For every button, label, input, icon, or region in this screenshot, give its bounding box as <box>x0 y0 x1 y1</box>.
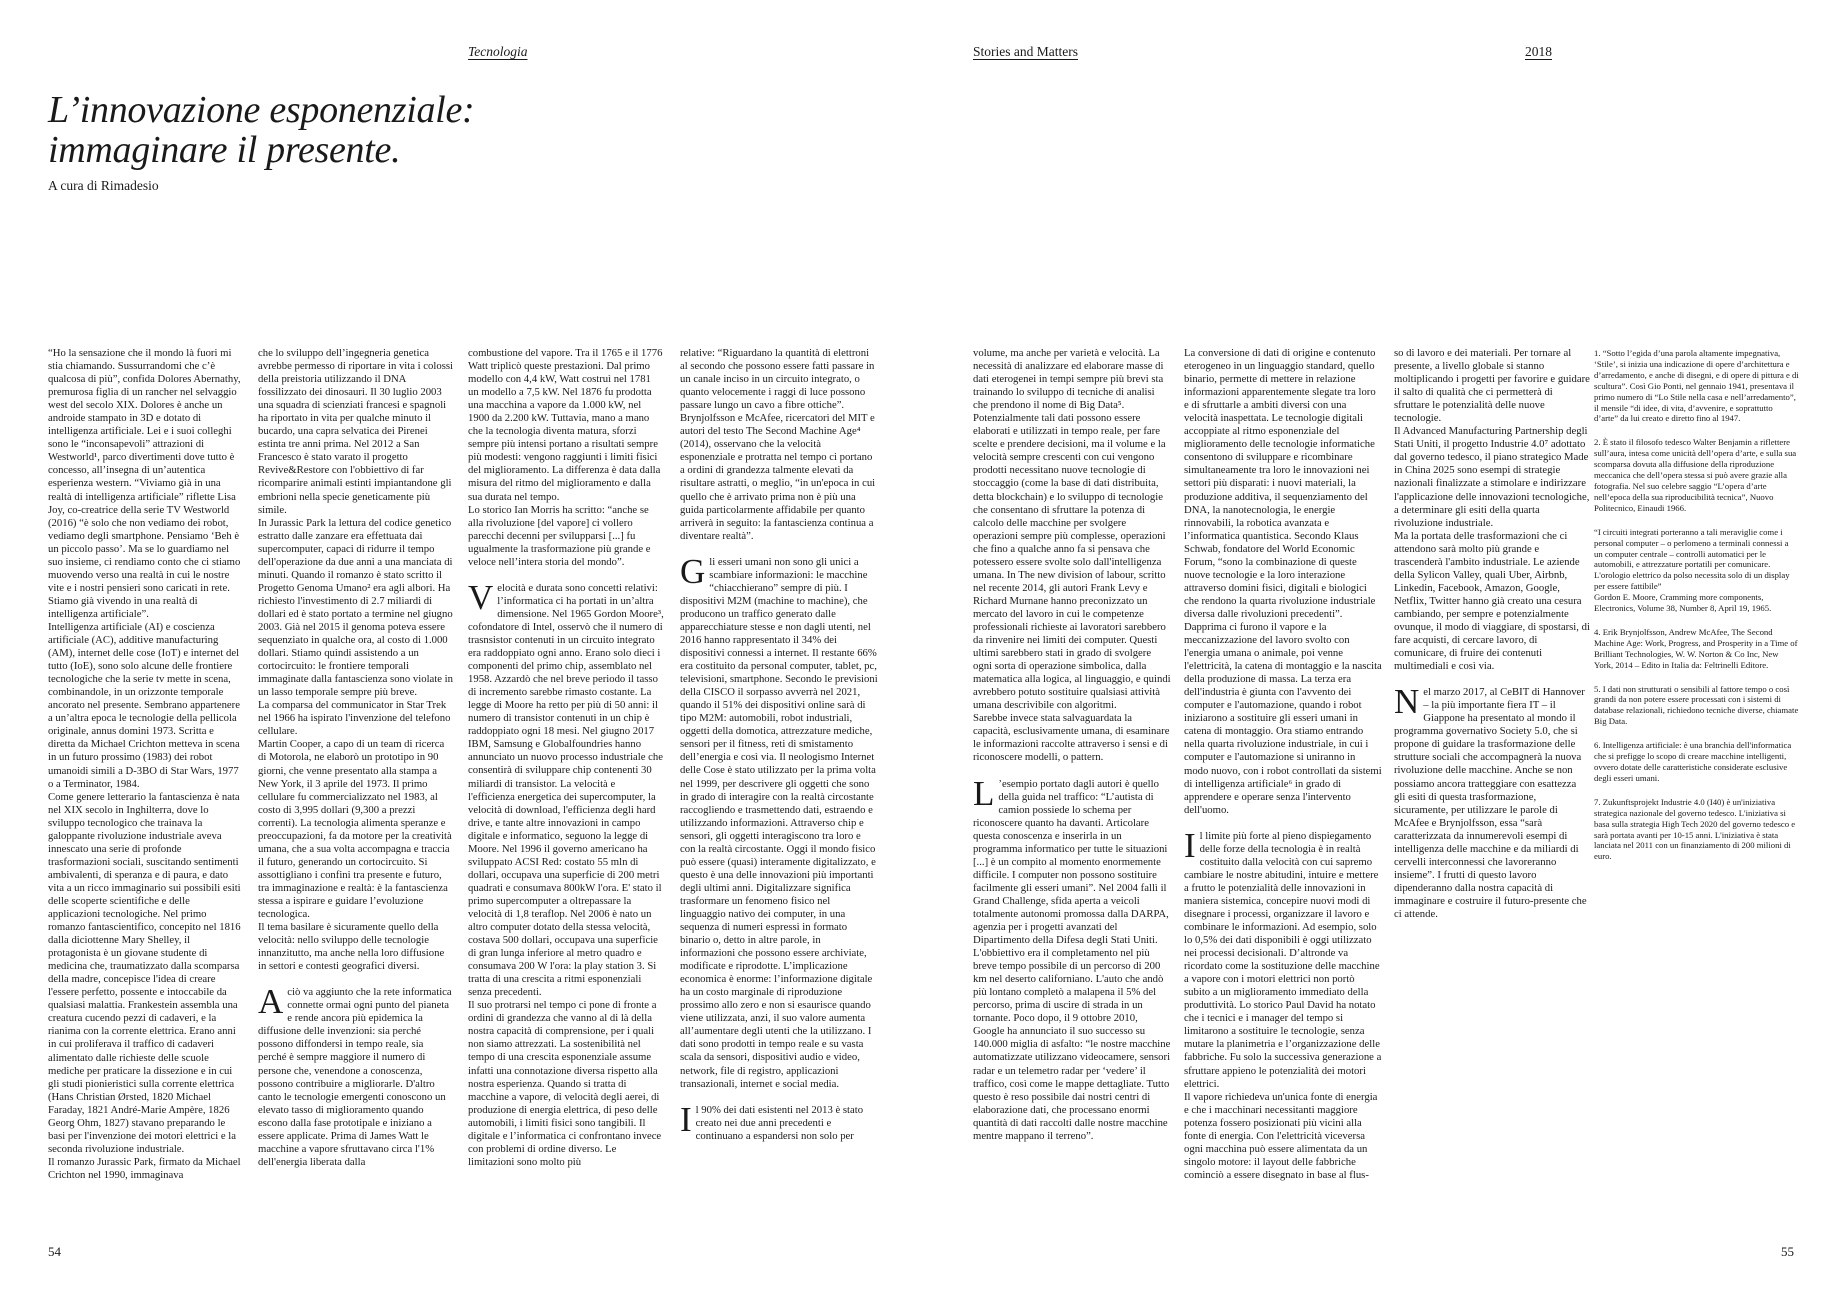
drop-cap: G <box>680 551 706 591</box>
footnote: 5. I dati non strutturati o sensibili al fattore tempo o così grandi da non potere essere processati con i sistemi di database relazionali, richiedono tecniche diverse, chiamate Big Data. <box>1594 683 1799 727</box>
paragraph: In Jurassic Park la lettura del codice genetico estratto dalle zanzare era effettuata dai supercomputer, capaci di ridurre il tempo dell'operazione da due anni a una manciata di minuti. Quando il romanzo è stato scritto il Progetto Genoma Umano² era agli albori. Ha richiesto l'investimento di 2.7 miliardi di dollari ed è stato portato a termine nel giugno 2003. Già nel 2015 il genoma poteva essere sequenziato in qualche ora, al costo di 1.000 dollari. Stiamo quindi assistendo a un cortocircuito: le frontiere temporali immaginate dalla fantascienza sono violate in un lasso temporale sempre più breve. <box>258 516 453 699</box>
drop-cap-paragraph: Il limite più forte al pieno dispiegamento delle forze della tecnologia è in realtà costituito dalla velocità con cui sapremo cambiare le nostre abitudini, intuire e mettere a frutto le potenzialità delle innovazioni in maniera sistemica, concepire nuovi modi di disegnare i processi, organizzare il lavoro e combinare le informazioni. Ad esempio, solo lo 0,5% dei dati disponibili è oggi utilizzato nei processi decisionali. D’altronde va ricordato come la sostituzione delle macchine a vapore con i motori elettrici non portò subito a un miglioramento immediato della produttività. Lo storico Paul David ha notato che i tecnici e i manager del tempo si limitarono a sostituire le tecnologie, senza mutare la planimetria e l’organizzazione delle fabbriche. Fu solo la successiva generazione a sfruttare appieno le potenzialità dei motori elettrici. <box>1184 825 1382 1090</box>
paragraph: Ma la portata delle trasformazioni che ci attendono sarà molto più grande e trascenderà l'ambito industriale. Le aziende della Sylicon Valley, quali Uber, Airbnb, Linkedin, Facebook, Amazon, Google, Netflix, Twitter hanno già creato una cesura cambiando, per sempre e potenzialmente ovunque, il modo di viaggiare, di spostarsi, di fare acquisti, di cercare lavoro, di comunicare, di fruire dei contenuti multimediali e così via. <box>1394 529 1590 673</box>
paragraph: Lo storico Ian Morris ha scritto: “anche se alla rivoluzione [del vapore] ci vollero parecchi decenni per svilupparsi [...] fu ugualmente la trasformazione più grande e veloce nell’intera storia del mondo”. <box>468 503 651 568</box>
paragraph: relative: “Riguardano la quantità di elettroni al secondo che possono essere fatti passare in un canale inciso in un circuito integrato, o quanto velocemente i raggi di luce possono passare lungo un cavo a fibre ottiche”. Brynjolfsson e McAfee, ricercatori del MIT e autori del testo The Second Machine Age⁴ (2014), osservano che la velocità esponenziale e protratta nel tempo ci portano a ordini di grandezza talmente elevati da risultare astratti, o meglio, “in un'epoca in cui quello che è arrivato prima non è più una guida particolarmente affidabile per quanto arriverà in seguito: la fantascienza continua a diventare realtà”. <box>680 347 876 542</box>
drop-cap: N <box>1394 682 1420 722</box>
paragraph: Il tema basilare è sicuramente quello della velocità: nello sviluppo delle tecnologie innanzitutto, ma anche nella loro diffusione in settori e contesti geografici diversi. <box>258 921 445 973</box>
paragraph: “Ho la sensazione che il mondo là fuori mi stia chiamando. Sussurrandomi che c’è qualcosa di più”, confida Dolores Abernathy, premurosa figlia di un rancher nel selvaggio west del secolo XIX. Dolores è anche un androide stampato in 3D e dotato di intelligenza artificiale. Lei e i suoi colleghi sono le “inconsapevoli” attrazioni di Westworld¹, parco divertimenti dove tutto è concesso, all’insegna di un’autentica esperienza western. “Viviamo già in una realtà di intelligenza artificiale” riflette Lisa Joy, co-creatrice della serie TV Westworld (2016) “è solo che non vediamo dei robot, vediamo degli smartphone. Pensiamo ‘Beh è un piccolo passo’. Ma se lo guardiamo nel suo insieme, ci rendiamo conto che ci stiamo muovendo verso una realtà in cui le nostre vite e i nostri pensieri sono caricati in rete. Stiamo già vivendo in una realtà di intelligenza artificiale”. <box>48 347 241 620</box>
paragraph: Il suo protrarsi nel tempo ci pone di fronte a ordini di grandezza che vanno al di là della nostra capacità di comprensione, per i quali non siamo attrezzati. La sostenibilità nel tempo di una crescita esponenziale assume infatti una connotazione diversa rispetto alla nostra esperienza. Quando si tratta di macchine a vapore, di velocità degli aerei, di produzione di energia elettrica, di peso delle automobili, i limiti fisici sono tangibili. Il digitale e l’informatica ci confrontano invece con problemi di ordine diverso. Le limitazioni sono molto più <box>468 999 662 1168</box>
text-column-2 <box>258 347 454 1247</box>
drop-cap: V <box>468 577 494 617</box>
text-column-6 <box>1184 347 1382 1247</box>
paragraph: La comparsa del communicator in Star Trek nel 1966 ha ispirato l'invenzione del telefono cellulare. <box>258 699 451 738</box>
text-column-1 <box>48 347 243 1247</box>
article-title: L’innovazione esponenziale: immaginare il presente. <box>48 89 475 171</box>
footnote: “I circuiti integrati porteranno a tali meraviglie come i personal computer – o perlomeno a terminali connessi a un computer centrale – controlli automatici per le automobili, e attrezzature portatili per comunicare. L'orologio elettrico da polso necessita solo di un display per essere fattibile” <box>1594 526 1790 592</box>
text-column-7 <box>1394 347 1590 1247</box>
footnote: 2. È stato il filosofo tedesco Walter Benjamin a riflettere sull’aura, intesa come unicità dell’opera d’arte, e sulla sua scomparsa dovuta alla diffusione della riproduzione meccanica che dell’opera stessa si può avere grazie alla fotografia. Nel suo celebre saggio “L’opera d’arte nell’epoca della sua riproducibilità tecnica”, Nuovo Politecnico, Einaudi 1966. <box>1594 437 1797 513</box>
paragraph: La conversione di dati di origine e contenuto eterogeneo in un linguaggio standard, quello binario, permette di mettere in relazione informazioni apparentemente slegate tra loro e di sfruttarle a ambiti diversi con una velocità inaspettata. Le tecnologie digitali accoppiate al ritmo esponenziale del miglioramento delle tecnologie informatiche consentono di sviluppare e ricombinare simultaneamente tra loro le innovazioni nei settori più disparati: i nuovi materiali, la produzione additiva, il sequenziamento del DNA, la nanotecnologia, le energie rinnovabili, la robotica avanzata e l’informatica quantistica. Secondo Klaus Schwab, fondatore del World Economic Forum, “sono la combinazione di queste nuove tecnologie e la loro interazione attraverso domini fisici, digitali e biologici che rendono la quarta rivoluzione industriale diversa dalle rivoluzioni precedenti”. Dapprima ci furono il vapore e la meccanizzazione del lavoro svolto con l'energia umana o animale, poi venne l'elettricità, la catena di montaggio e la nascita della produzione di massa. La terza era dell'industria è giunta con l'avvento dei computer e l'automazione, quando i robot iniziarono a sostituire gli esseri umani in catena di montaggio. Ora stiamo entrando nella quarta rivoluzione industriale, in cui i computer e l'automazione si uniranno in modo nuovo, con i robot controllati da sistemi di intelligenza artificiale⁶ in grado di apprendere e operare senza l'intervento dell'uomo. <box>1184 347 1382 816</box>
footnotes-column <box>1594 348 1799 1168</box>
paragraph: Martin Cooper, a capo di un team di ricerca di Motorola, ne elaborò un prototipo in 90 giorni, che venne presentato alla stampa a New York, il 3 aprile del 1973. Il primo cellulare fu commercializzato nel 1983, al costo di 3,995 dollari (9,300 a prezzi correnti). La tecnologia alimenta speranze e preoccupazioni, fa da motore per la creatività umana, che a sua volta accompagna e traccia il futuro, generando un cortocircuito. Si assottigliano i confini tra presente e futuro, tra immaginazione e realtà: è la fantascienza stessa a ispirare e guidare l’evoluzione tecnologica. <box>258 738 452 921</box>
drop-cap-paragraph: Nel marzo 2017, al CeBIT di Hannover – la più importante fiera IT – il Giappone ha presentato al mondo il programma governativo Society 5.0, che si propone di guidare la trasformazione delle strutture sociali che accompagnerà la nuova rivoluzione delle macchine. Anche se non possiamo ancora tratteggiare con esattezza gli esiti di questa trasformazione, sicuramente, per utilizzare le parole di McAfee e Brynjolfsson, essa “sarà caratterizzata da innumerevoli esempi di intelligenza delle macchine e da miliardi di cervelli interconnessi che lavoreranno insieme”. I frutti di questo lavoro dipenderanno dalla nostra capacità di immaginare e costruire il futuro-presente che ci attende. <box>1394 682 1587 920</box>
paragraph: Il Advanced Manufacturing Partnership degli Stati Uniti, il progetto Industrie 4.0⁷ adottato dal governo tedesco, il piano strategico Made in China 2025 sono esempi di strategie nazionali finalizzate a stimolare e indirizzare l'applicazione delle innovazioni tecnologiche, a determinare gli esiti della quarta rivoluzione industriale. <box>1394 425 1590 529</box>
text-column-4 <box>680 347 878 1247</box>
footnote: 1. “Sotto l’egida d’una parola altamente impegnativa, ‘Stile’, si inizia una indicazione di opere d’architettura e d’arredamento, e anche di disegni, e di opere di pittura e di scultura”. Così Gio Ponti, nel gennaio 1941, presentava il primo numero di “Lo Stile nella casa e nell’arredamento”, il mensile “di idee, di vita, d’avvenire, e soprattutto d’arte” da lui creato e diretto fino al 1947. <box>1594 348 1799 424</box>
paragraph: so di lavoro e dei materiali. Per tornare al presente, a livello globale si stanno moltiplicando i progetti per favorire e guidare il salto di qualità che ci permetterà di sfruttare le potenzialità delle nuove tecnologie. <box>1394 347 1590 425</box>
paragraph: volume, ma anche per varietà e velocità. La necessità di analizzare ed elaborare masse di dati eterogenei in tempi sempre più brevi sta trainando lo sviluppo di tecniche di analisi che prendono il nome di Big Data⁵. Potenzialmente tali dati possono essere elaborati e utilizzati in tempo reale, per fare scelte e prendere decisioni, ma il volume e la velocità sempre crescenti con cui vengono prodotti necessitano nuove tecnologie di stoccaggio (come la base di dati distribuita, detta blockchain) e lo sviluppo di tecnologie che consentano di sfruttare la potenza di calcolo delle macchine per svolgere operazioni sempre più complesse, operazioni che fino a qualche anno fa si pensava che potessero essere svolte solo dall'intelligenza umana. In The new division of labour, scritto nel recente 2014, gli autori Frank Levy e Richard Murnane hanno preconizzato un mercato del lavoro in cui le competenze professionali richieste ai lavoratori sarebbero da rinvenire nei limiti dei computer. Questi ultimi sarebbero stati in grado di svolgere ogni sorta di operazione simbolica, dalla matematica alla logica, al linguaggio, e quindi avrebbero potuto sostituire qualsiasi attività umana descrivibile con algoritmi. <box>973 347 1171 712</box>
drop-cap: I <box>1184 825 1196 865</box>
footnote: 7. Zukunftsprojekt Industrie 4.0 (I40) è un'iniziativa strategica nazionale del governo tedesco. L'iniziativa si basa sulla strategia High Tech 2020 del governo tedesco e sarà portata avanti per 10-15 anni. L'iniziativa è stata lanciata nel 2011 con un finanziamento di 200 milioni di euro. <box>1594 796 1796 862</box>
paragraph: Il romanzo Jurassic Park, firmato da Michael Crichton nel 1990, immaginava <box>48 1155 241 1181</box>
text-column-3 <box>468 347 664 1247</box>
paragraph: che lo sviluppo dell’ingegneria genetica avrebbe permesso di riportare in vita i colossi della preistoria utilizzando il DNA fossilizzato dei dinosauri. Il 30 luglio 2003 una squadra di scienziati francesi e spagnoli ha riportato in vita per qualche minuto il bucardo, una capra selvatica dei Pirenei estinta tre anni prima. Nel 2012 a San Francesco è stato varato il progetto Revive&Restore con l'obbiettivo di far ricomparire animali estinti impiantandone gli embrioni nella specie geneticamente più simile. <box>258 347 453 516</box>
text-column-5 <box>973 347 1171 1247</box>
paragraph: Come genere letterario la fantascienza è nata nel XIX secolo in Inghilterra, dove lo sviluppo tecnologico che trainava la galoppante rivoluzione industriale aveva innescato una serie di profonde trasformazioni sociali, suscitando sentimenti ambivalenti, di speranza e di paura, e dato vita a un ricco immaginario sui possibili esiti delle scoperte scientifiche e delle applicazioni tecnologiche. Nel primo romanzo fantascientifico, concepito nel 1816 dalla diciottenne Mary Shelley, il protagonista è un giovane studente di medicina che, traumatizzato dalla scomparsa della madre, concepisce l'idea di creare l'essere perfetto, possente e intoccabile da qualsiasi malattia. Frankestein assembla una creatura cucendo pezzi di cadaveri, e la rianima con la corrente elettrica. Erano anni in cui proliferava il traffico di cadaveri alimentato dalle richieste delle scuole mediche per praticare la dissezione e in cui gli studi pionieristici sulla corrente elettrica (Hans Christian Ørsted, 1820 Michael Faraday, 1821 André-Marie Ampère, 1826 Georg Ohm, 1827) stavano preparando le basi per l'invenzione dei motori elettrici e la seconda rivoluzione industriale. <box>48 790 241 1155</box>
page-number-left: 54 <box>48 1244 61 1259</box>
drop-cap-paragraph: Velocità e durata sono concetti relativi: l’informatica ci ha portati in un’altra dimensione. Nel 1965 Gordon Moore³, cofondatore di Intel, osservò che il numero di trasnsistor contenuti in un circuito integrato era raddoppiato ogni anno. Erano solo dieci i componenti del primo chip, assemblato nel 1958. Azzardò che nel breve periodo il tasso di incremento sarebbe rimasto costante. La legge di Moore ha retto per più di 50 anni: il numero di transistor contenuti in un chip è raddoppiato ogni 18 mesi. Nel giugno 2017 IBM, Samsung e Globalfoundries hanno annunciato un nuovo processo industriale che consentirà di sviluppare chip contenenti 30 miliardi di transistor. La velocità e l'efficienza energetica dei supercomputer, la velocità di download, l'efficienza degli hard drive, e tante altre innovazioni in campo digitale e informatico, seguono la legge di Moore. Nel 1996 il governo americano ha sviluppato ACSI Red: costato 55 mln di dollari, occupava una superficie di 200 metri quadrati e consumava 800kW l'ora. E' stato il primo supercomputer a oltrepassare la velocità di 1,8 teraflop. Nel 2006 è nato un altro computer dotato della stessa velocità, costava 500 dollari, occupava una superficie di gran lunga inferiore al metro quadro e consumava 200 W l'ora: la play station 3. Si tratta di una crescita a ritmi esponenziali senza precedenti. <box>468 577 664 999</box>
drop-cap: I <box>680 1099 692 1139</box>
byline: A cura di Rimadesio <box>48 178 159 193</box>
drop-cap-paragraph: Gli esseri umani non sono gli unici a scambiare informazioni: le macchine “chiacchierano” sempre di più. I dispositivi M2M (machine to machine), che producono un traffico generato dalle apparecchiature stesse e non dagli utenti, nel 2016 hanno rappresentato il 34% dei dispositivi connessi a internet. Il restante 66% era costituito da personal computer, tablet, pc, televisioni, smartphone. Secondo le previsioni della CISCO il sorpasso avverrà nel 2021, quando il 51% dei dispositivi online sarà di tipo M2M: automobili, robot industriali, oggetti della domotica, attrezzature mediche, sensori per il fitness, reti di smistamento dell’energia e così via. Il neologismo Internet delle Cose è stato utilizzato per la prima volta nel 1999, per descrivere gli oggetti che sono in grado di interagire con la realtà circostante raccogliendo e trasmettendo dati, estraendo e utilizzando informazioni. Attraverso chip e sensori, gli oggetti interagiscono tra loro e con la realtà circostante. Oggi il mondo fisico può essere (quasi) interamente digitalizzato, e questo è una delle innovazioni più importanti degli ultimi anni. Digitalizzare significa trasformare un fenomeno fisico nel linguaggio nativo dei computer, in una sequenza di numeri espressi in formato binario o, detto in altre parole, in informazioni che possono essere archiviate, modificate e riprodotte. L’implicazione economica è enorme: l’informazione digitale ha un costo marginale di riproduzione prossimo allo zero e non si esaurisce quando viene utilizzata, anzi, il suo valore aumenta all’aumentare degli utenti che la utilizzano. I dati sono prodotti in tempo reale e su vasta scala da sensori, dispositivi audio e video, network, file di registro, applicazioni transazionali, internet e social media. <box>680 551 878 1090</box>
section-header: Tecnologia <box>468 44 528 59</box>
publication-header: Stories and Matters <box>973 44 1078 59</box>
year-header: 2018 <box>1525 44 1552 59</box>
footnote: 4. Erik Brynjolfsson, Andrew McAfee, The Second Machine Age: Work, Progress, and Prosperity in a Time of Brilliant Technologies, W. W. Norton & Co Inc, New York, 2014 – Edito in Italia da: Feltrinelli Editore. <box>1594 626 1798 670</box>
drop-cap-paragraph: Il 90% dei dati esistenti nel 2013 è stato creato nei due anni precedenti e continuano a espandersi non solo per <box>680 1099 864 1142</box>
footnote-source: Gordon E. Moore, Cramming more components, Electronics, Volume 38, Number 8, April 19, 1965. <box>1594 592 1772 614</box>
paragraph: combustione del vapore. Tra il 1765 e il 1776 Watt triplicò queste prestazioni. Dal primo modello con 4,4 kW, Watt costruì nel 1781 un modello a 7,5 kW. Nel 1876 fu prodotta una macchina a vapore da 1.000 kW, nel 1900 da 2.200 kW. Tuttavia, mano a mano che la tecnologia diventa matura, sforzi sempre più intensi portano a risultati sempre più modesti: vengono raggiunti i limiti fisici del miglioramento. La differenza è data dalla misura del ritmo del miglioramento e dalla sua durata nel tempo. <box>468 347 663 503</box>
page-number-right: 55 <box>1781 1244 1794 1259</box>
paragraph: Il vapore richiedeva un'unica fonte di energia e che i macchinari necessitanti maggiore potenza fossero posizionati più vicini alla fonte di energia. Con l'elettricità viceversa ogni macchina può essere alimentata da un singolo motore: il layout delle fabbriche cominciò a essere disegnato in base al flus- <box>1184 1090 1378 1181</box>
drop-cap: L <box>973 773 995 813</box>
paragraph: Sarebbe invece stata salvaguardata la capacità, esclusivamente umana, di esaminare le informazioni raccolte attraverso i sensi e di riconoscere modelli, o pattern. <box>973 712 1170 764</box>
footnote: 6. Intelligenza artificiale: è una branchia dell'informatica che si prefigge lo scopo di creare macchine intelligenti, ovvero dotate delle caratteristiche considerate esclusive degli esseri umani. <box>1594 740 1792 783</box>
drop-cap: A <box>258 982 284 1022</box>
drop-cap-paragraph: Aciò va aggiunto che la rete informatica connette ormai ogni punto del pianeta e rende ancora più epidemica la diffusione delle invenzioni: sia perché possono diffondersi in tempo reale, sia perché è sempre maggiore il numero di persone che, venendone a conoscenza, possono contribuire a migliorarle. D'altro canto le tecnologie emergenti conoscono un elevato tasso di miglioramento quando escono dalla fase prototipale e iniziano a essere applicate. Prima di James Watt le macchine a vapore sfruttavano circa l'1% dell'energia liberata dalla <box>258 982 452 1168</box>
drop-cap-paragraph: L ’esempio portato dagli autori è quello della guida nel traffico: “L’autista di camion possiede lo schema per riconoscere quanto ha davanti. Articolare questa conoscenza e inserirla in un programma informatico per tutte le situazioni [...] è un compito al momento enormemente difficile. I computer non possono sostituire facilmente gli esseri umani”. Nel 2004 fallì il Grand Challenge, sfida aperta a veicoli totalmente autonomi promossa dalla DARPA, agenzia per i progetti avanzati del Dipartimento della Difesa degli Stati Uniti. L'obbiettivo era il completamento nel più breve tempo possibile di un percorso di 200 km nel deserto californiano. L'auto che andò più lontano completò a malapena il 5% del percorso, prima di uscire di strada in un tornante. Poco dopo, il 9 ottobre 2010, Google ha annunciato il suo successo su 140.000 miglia di asfalto: “le nostre macchine automatizzate utilizzano videocamere, sensori radar e un telemetro radar per ‘vedere’ il traffico, così come le mappe dettagliate. Tutto questo è reso possibile dai nostri centri di elaborazione dati, che processano enormi quantità di dati raccolti dalle nostre macchine mentre mappano il terreno”. <box>973 773 1171 1142</box>
paragraph: Intelligenza artificiale (AI) e coscienza artificiale (AC), additive manufacturing (AM), internet delle cose (IoT) e internet del tutto (IoE), sono solo alcune delle frontiere tecnologiche che la serie tv mette in scena, combinandole, in un orizzonte temporale ancorato nel presente. Sembrano appartenere a un’altra epoca le tecnologie della pellicola originale, annus domini 1973. Scritta e diretta da Michael Crichton metteva in scena in un futuro prossimo (1983) dei robot umanoidi simili a D-3BO di Star Wars, 1977 o a Terminator, 1984. <box>48 620 240 790</box>
